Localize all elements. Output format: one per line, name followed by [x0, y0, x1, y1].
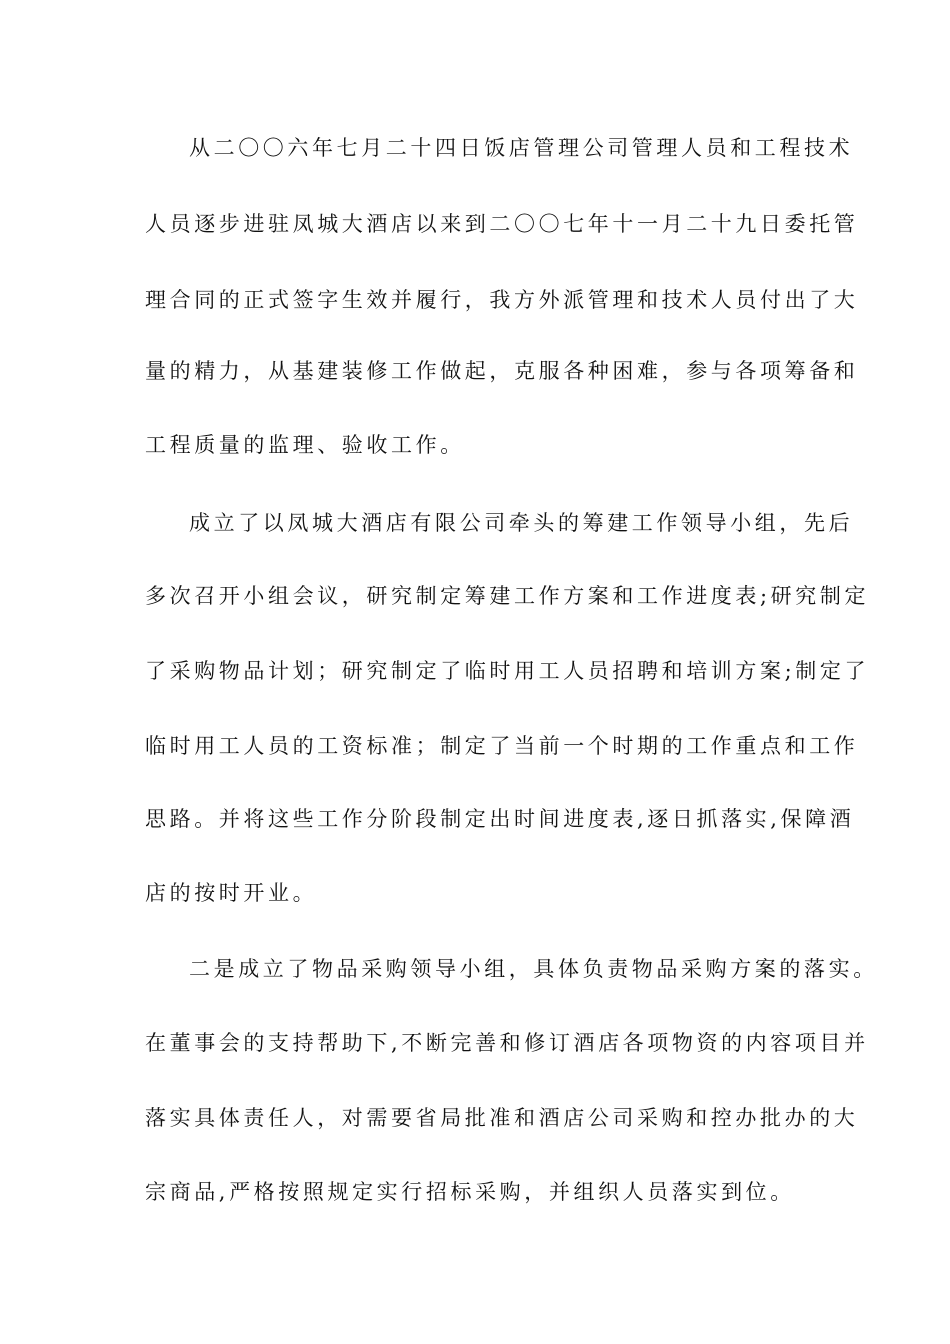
paragraph-2-line-3: 了采购物品计划；研究制定了临时用工人员招聘和培训方案;制定了 — [145, 659, 870, 683]
paragraph-2-line-2: 多次召开小组会议，研究制定筹建工作方案和工作进度表;研究制定 — [145, 584, 870, 608]
paragraph-1-line-4: 量的精力，从基建装修工作做起，克服各种困难，参与各项筹备和 — [145, 359, 859, 383]
paragraph-3-line-4: 宗商品,严格按照规定实行招标采购，并组织人员落实到位。 — [145, 1180, 795, 1204]
paragraph-3-line-3: 落实具体责任人，对需要省局批准和酒店公司采购和控办批办的大 — [145, 1106, 859, 1130]
paragraph-2-line-5: 思路。并将这些工作分阶段制定出时间进度表,逐日抓落实,保障酒 — [145, 807, 855, 831]
paragraph-2-line-1: 成立了以凤城大酒店有限公司牵头的筹建工作领导小组，先后 — [189, 511, 854, 535]
paragraph-1-line-3: 理合同的正式签字生效并履行，我方外派管理和技术人员付出了大 — [145, 288, 859, 312]
paragraph-2-line-4: 临时用工人员的工资标准；制定了当前一个时期的工作重点和工作 — [145, 734, 859, 758]
paragraph-1-line-2: 人员逐步进驻凤城大酒店以来到二〇〇七年十一月二十九日委托管 — [145, 212, 859, 236]
paragraph-3-line-2: 在董事会的支持帮助下,不断完善和修订酒店各项物资的内容项目并 — [145, 1031, 869, 1055]
paragraph-2-line-6: 店的按时开业。 — [145, 881, 318, 905]
paragraph-1-line-5: 工程质量的监理、验收工作。 — [145, 433, 465, 457]
paragraph-1-line-1: 从二〇〇六年七月二十四日饭店管理公司管理人员和工程技术 — [189, 136, 854, 160]
paragraph-3-line-1: 二是成立了物品采购领导小组，具体负责物品采购方案的落实。 — [189, 957, 878, 981]
